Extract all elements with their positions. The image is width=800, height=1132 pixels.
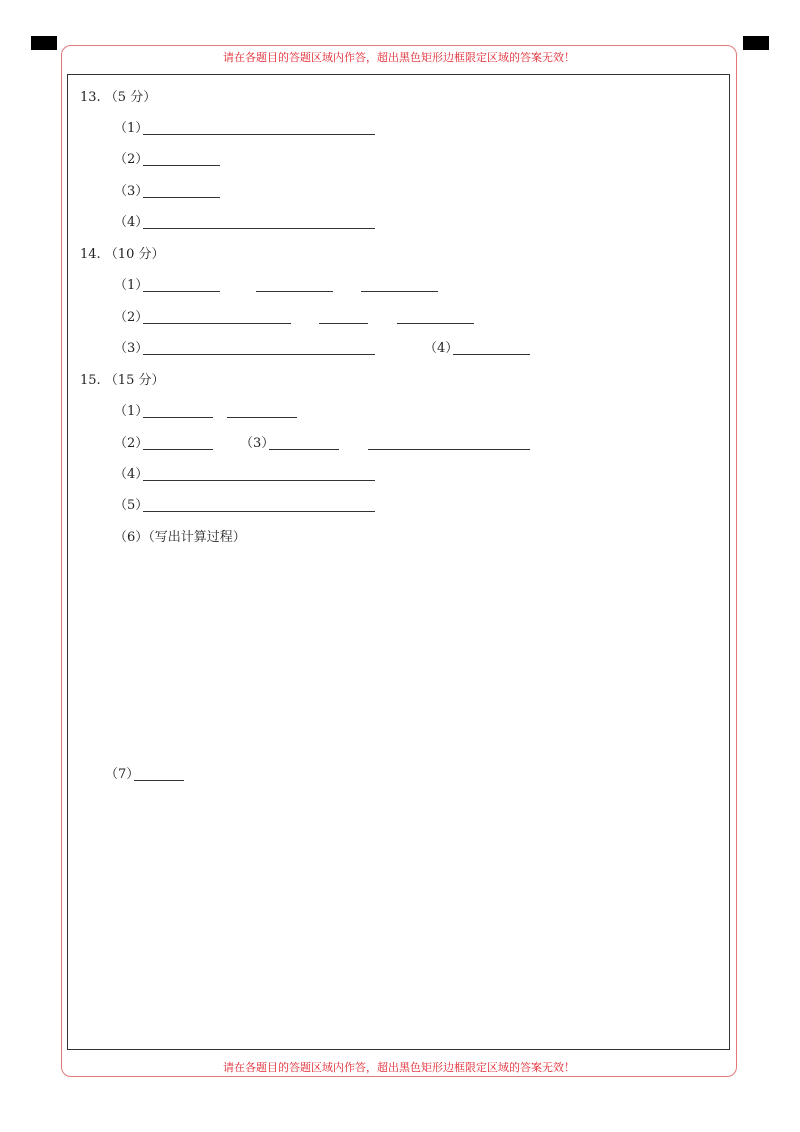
- q14-part-2-blank-b[interactable]: [319, 323, 368, 324]
- q13-part-4-blank[interactable]: [143, 228, 375, 229]
- q14-part-3-label: （3）: [114, 341, 149, 356]
- q14-part-1-blank-c[interactable]: [361, 291, 438, 292]
- q14-part-3-blank[interactable]: [143, 354, 375, 355]
- alignment-marker-left: [31, 36, 57, 50]
- q13-part-3-label: （3）: [114, 184, 149, 199]
- q14-part-2-blank-c[interactable]: [397, 323, 474, 324]
- alignment-marker-right: [743, 36, 769, 50]
- q13-part-2-label: （2）: [114, 152, 149, 167]
- q13-part-4-label: （4）: [114, 215, 149, 230]
- q15-part-5-blank[interactable]: [143, 511, 375, 512]
- q15-part-6-label: （6）（写出计算过程）: [114, 530, 246, 545]
- q13-part-1-label: （1）: [114, 121, 149, 136]
- q14-part-4-blank[interactable]: [453, 354, 530, 355]
- top-notice: 请在各题目的答题区域内作答，超出黑色矩形边框限定区域的答案无效！: [223, 51, 575, 64]
- q15-part-3-blank-b[interactable]: [368, 449, 530, 450]
- q14-part-1-blank-b[interactable]: [256, 291, 333, 292]
- q14-part-2-label: （2）: [114, 310, 149, 325]
- q15-part-3-blank-a[interactable]: [269, 449, 339, 450]
- q14-part-2-blank-a[interactable]: [143, 323, 291, 324]
- q13-part-3-blank[interactable]: [143, 197, 220, 198]
- q14-part-1-blank-a[interactable]: [143, 291, 220, 292]
- q14-part-1-label: （1）: [114, 278, 149, 293]
- q15-part-2-blank[interactable]: [143, 449, 213, 450]
- question-15-title: 15. （15 分）: [80, 373, 165, 388]
- q15-part-4-label: （4）: [114, 467, 149, 482]
- q15-part-1-label: （1）: [114, 404, 149, 419]
- q13-part-1-blank[interactable]: [143, 134, 375, 135]
- q15-part-2-label: （2）: [114, 436, 149, 451]
- bottom-notice: 请在各题目的答题区域内作答，超出黑色矩形边框限定区域的答案无效！: [223, 1061, 575, 1074]
- q15-part-3-label: （3）: [240, 436, 275, 451]
- q15-part-5-label: （5）: [114, 498, 149, 513]
- q14-part-4-label: （4）: [424, 341, 459, 356]
- q15-part-7-blank[interactable]: [134, 780, 184, 781]
- q15-part-7-label: （7）: [105, 767, 140, 782]
- answer-box: [67, 74, 730, 1050]
- q13-part-2-blank[interactable]: [143, 165, 220, 166]
- q15-part-4-blank[interactable]: [143, 480, 375, 481]
- q15-part-1-blank-a[interactable]: [143, 417, 213, 418]
- question-14-title: 14. （10 分）: [80, 247, 165, 262]
- q15-part-1-blank-b[interactable]: [227, 417, 297, 418]
- question-13-title: 13. （5 分）: [80, 90, 157, 105]
